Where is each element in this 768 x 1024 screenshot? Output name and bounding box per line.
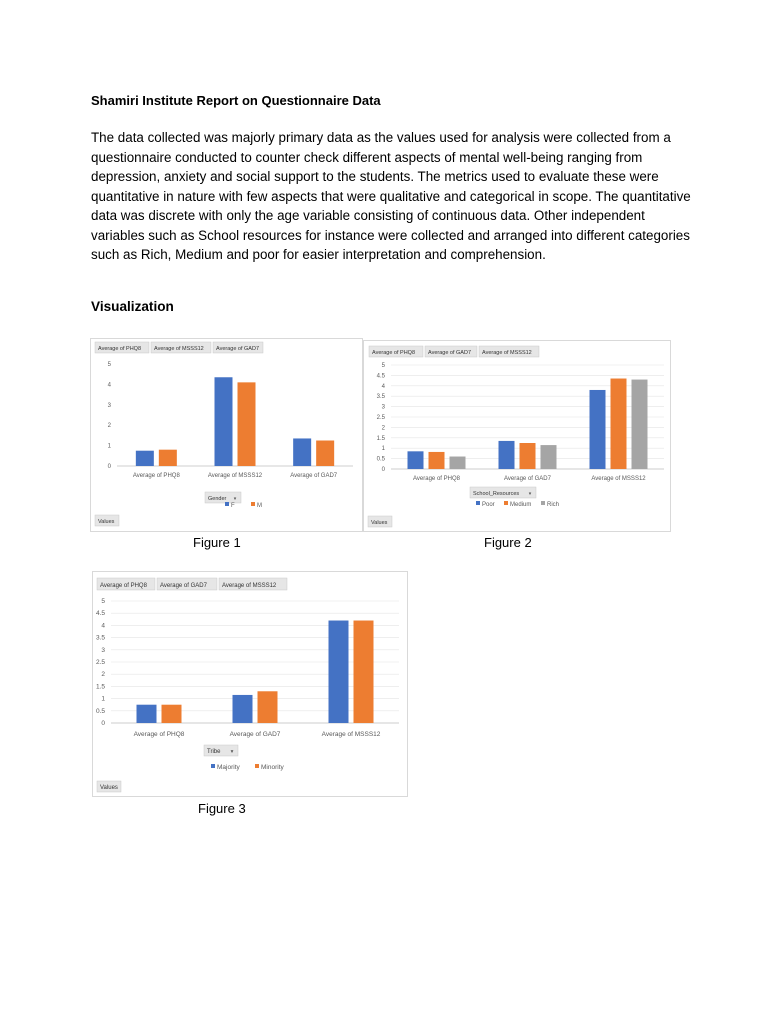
y-tick-label: 4.5	[376, 373, 385, 380]
y-tick-label: 0.5	[95, 707, 105, 715]
page-title: Shamiri Institute Report on Questionnaire Data	[91, 93, 381, 108]
y-tick-label: 2.5	[376, 415, 385, 421]
bar	[590, 390, 606, 469]
y-tick-label: 5	[107, 362, 111, 368]
caption-figure-3: Figure 3	[198, 801, 246, 816]
legend-swatch	[476, 501, 480, 505]
field-button-label: Average of GAD7	[216, 346, 260, 352]
values-button[interactable]	[95, 515, 119, 526]
legend-swatch	[251, 502, 255, 506]
x-tick-label: Average of PHQ8	[413, 476, 460, 482]
bar	[408, 451, 424, 469]
values-button-label: Values	[371, 520, 388, 526]
chart-figure-1	[90, 338, 363, 532]
field-button[interactable]	[95, 342, 149, 353]
bar	[238, 382, 256, 466]
legend-swatch	[255, 764, 259, 768]
chevron-down-icon: ▾	[230, 749, 234, 755]
bar	[541, 445, 557, 469]
field-button[interactable]	[479, 346, 539, 357]
bar	[520, 443, 536, 469]
bar	[159, 450, 177, 466]
bar	[632, 380, 648, 469]
x-tick-label: Average of MSSS12	[591, 476, 646, 482]
y-tick-label: 4.5	[95, 610, 105, 618]
bar	[316, 441, 334, 467]
y-tick-label: 0	[101, 720, 105, 727]
field-button[interactable]	[369, 346, 423, 357]
y-tick-label: 3	[107, 402, 111, 409]
legend-swatch	[211, 764, 215, 768]
legend-label: F	[231, 503, 235, 509]
field-button[interactable]	[219, 578, 287, 590]
x-tick-label: Average of PHQ8	[132, 473, 180, 479]
y-tick-label: 2	[381, 425, 385, 432]
field-button[interactable]	[97, 578, 155, 590]
field-button-label: Average of MSSS12	[222, 583, 277, 589]
bar	[233, 695, 253, 723]
field-button-label: Average of GAD7	[160, 583, 207, 589]
field-button-label: Average of MSSS12	[154, 346, 204, 352]
y-tick-label: 3	[381, 404, 385, 411]
field-button-label: Average of PHQ8	[98, 346, 142, 352]
y-tick-label: 3.5	[95, 634, 105, 642]
legend-label: M	[257, 503, 262, 509]
bar	[136, 451, 154, 466]
legend-label: Poor	[482, 502, 495, 508]
bar	[258, 691, 278, 723]
x-tick-label: Average of GAD7	[504, 476, 551, 482]
y-tick-label: 3.5	[376, 394, 385, 401]
field-button-label: Average of PHQ8	[372, 350, 416, 356]
bar	[329, 621, 349, 723]
x-tick-label: Average of MSSS12	[321, 731, 381, 738]
field-button-label: Average of GAD7	[428, 350, 472, 356]
y-tick-label: 5	[381, 363, 385, 369]
y-tick-label: 4	[381, 383, 385, 390]
legend-field-button[interactable]	[204, 745, 238, 756]
legend-label: Rich	[547, 502, 560, 508]
x-tick-label: Average of GAD7	[229, 731, 281, 738]
legend-field-button[interactable]	[205, 492, 241, 503]
legend-label: Medium	[510, 502, 532, 508]
y-tick-label: 2	[107, 423, 111, 430]
legend-swatch	[541, 501, 545, 505]
values-button-label: Values	[98, 519, 115, 525]
legend-swatch	[504, 501, 508, 505]
legend-label: Majority	[217, 764, 240, 771]
field-button[interactable]	[213, 342, 263, 353]
legend-field-label: Tribe	[207, 749, 221, 755]
chevron-down-icon: ▾	[233, 496, 237, 502]
x-tick-label: Average of GAD7	[290, 473, 338, 479]
field-button-label: Average of MSSS12	[482, 350, 532, 356]
field-button[interactable]	[151, 342, 211, 353]
y-tick-label: 1.5	[95, 683, 105, 691]
chart-svg	[364, 341, 670, 531]
y-tick-label: 4	[107, 382, 111, 389]
x-tick-label: Average of PHQ8	[133, 731, 185, 738]
bar	[499, 441, 515, 469]
chart-figure-2	[363, 340, 671, 532]
legend-field-button[interactable]	[470, 487, 536, 498]
field-button-label: Average of PHQ8	[100, 583, 147, 589]
caption-figure-1: Figure 1	[193, 535, 241, 550]
legend-field-label: Gender	[208, 496, 227, 502]
legend-label: Minority	[261, 764, 284, 771]
legend-swatch	[225, 502, 229, 506]
y-tick-label: 2	[101, 671, 105, 679]
bar	[429, 452, 445, 469]
values-button[interactable]	[97, 781, 121, 792]
values-button-label: Values	[100, 785, 118, 791]
chart-figure-3	[92, 571, 408, 797]
caption-figure-2: Figure 2	[484, 535, 532, 550]
field-button[interactable]	[425, 346, 477, 357]
y-tick-label: 3	[101, 646, 105, 654]
bar	[215, 377, 233, 466]
section-heading-visualization: Visualization	[91, 299, 174, 314]
field-button[interactable]	[157, 578, 217, 590]
bar	[293, 438, 311, 466]
y-tick-label: 1	[381, 446, 385, 453]
values-button[interactable]	[368, 516, 392, 527]
bar	[137, 705, 157, 723]
y-tick-label: 0.5	[376, 456, 385, 463]
bar	[162, 705, 182, 723]
legend-field-label: School_Resources	[473, 491, 520, 497]
y-tick-label: 5	[101, 598, 105, 605]
chart-svg	[91, 339, 362, 531]
bar	[354, 621, 374, 723]
bar	[611, 379, 627, 469]
bar	[450, 457, 466, 469]
chart-svg	[93, 572, 407, 796]
body-paragraph: The data collected was majorly primary data as the values used for analysis were collected from a questionnaire conducted to counter check different aspects of mental well-being ranging from depression, anxiety and social support to the students. The metrics used to evaluate these were quantitative in nature with few aspects that were qualitative and categorical in scope. The quantitative data was discrete with only the age variable consisting of continuous data. Other independent variables such as School resources for instance were collected and arranged into different categories such as Rich, Medium and poor for easier interpretation and comprehension.	[91, 130, 691, 262]
y-tick-label: 0	[107, 464, 111, 470]
y-tick-label: 1	[101, 695, 105, 703]
y-tick-label: 0	[381, 467, 385, 473]
y-tick-label: 1.5	[376, 435, 385, 442]
y-tick-label: 1	[107, 443, 111, 450]
chevron-down-icon: ▾	[528, 491, 532, 497]
y-tick-label: 4	[101, 622, 105, 630]
y-tick-label: 2.5	[95, 659, 105, 666]
x-tick-label: Average of MSSS12	[207, 473, 263, 479]
